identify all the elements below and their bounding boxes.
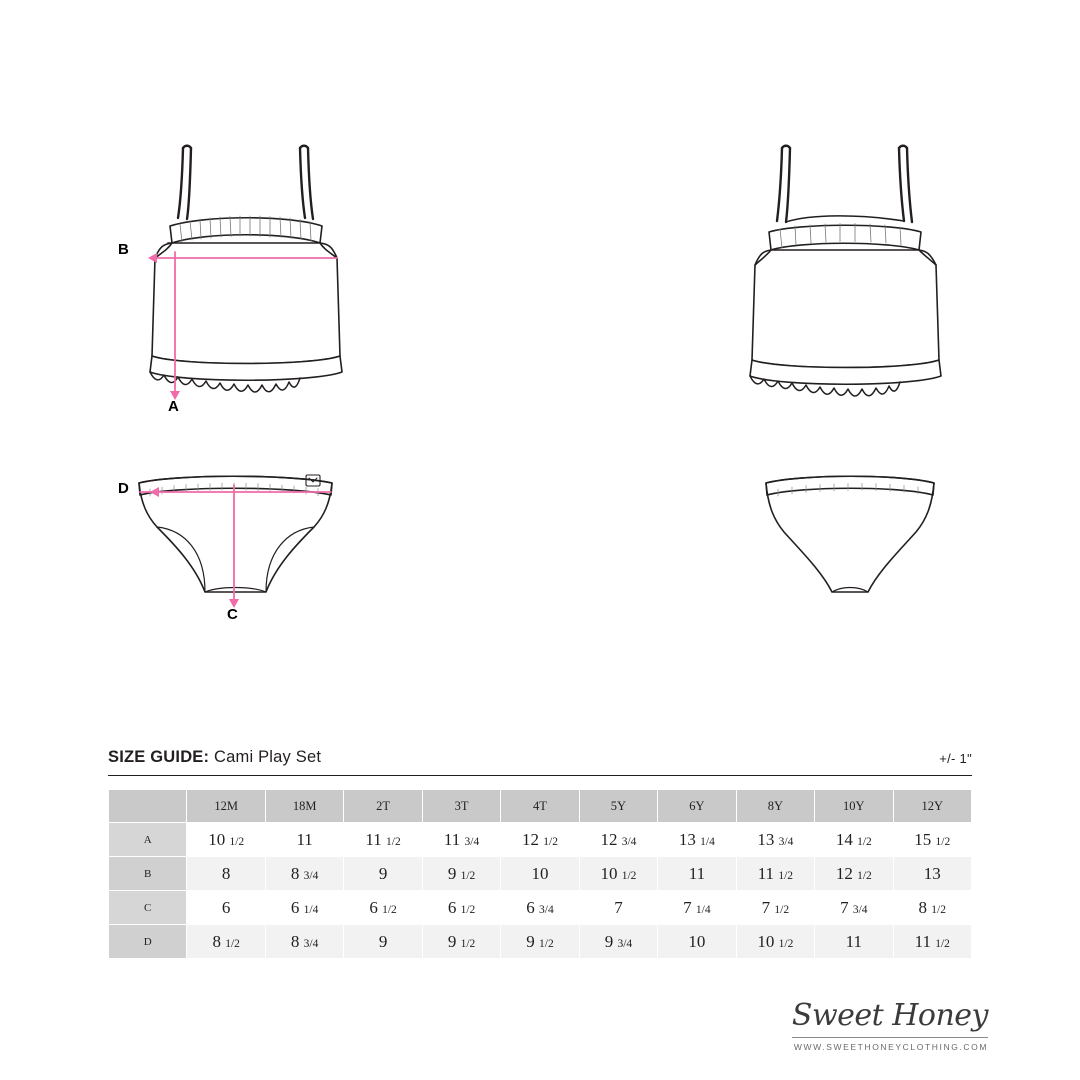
cell-d-12m: 8 1/2 — [187, 925, 265, 959]
brand-logo — [791, 998, 988, 1052]
cell-a-3t: 11 3/4 — [422, 823, 500, 857]
header-cell-8y: 8Y — [736, 790, 814, 823]
size-table-body — [109, 823, 972, 959]
size-guide-header — [108, 748, 972, 776]
cell-c-3t: 6 1/2 — [422, 891, 500, 925]
logo-divider — [792, 1037, 988, 1038]
cell-d-10y: 11 — [815, 925, 893, 959]
row-label-d: D — [109, 925, 187, 959]
size-guide-title — [108, 748, 321, 767]
brand-name: Sweet Honey — [791, 998, 988, 1033]
size-table-header-row — [109, 790, 972, 823]
header-cell-12m: 12M — [187, 790, 265, 823]
header-cell-18m: 18M — [265, 790, 343, 823]
header-cell-3t: 3T — [422, 790, 500, 823]
cell-d-4t: 9 1/2 — [501, 925, 579, 959]
measure-label-c: C — [227, 606, 239, 623]
cell-a-5y: 12 3/4 — [579, 823, 657, 857]
cell-c-18m: 6 1/4 — [265, 891, 343, 925]
size-table — [108, 789, 972, 959]
cell-d-2t: 9 — [344, 925, 422, 959]
table-row — [109, 891, 972, 925]
cell-b-6y: 11 — [658, 857, 736, 891]
cell-a-18m: 11 — [265, 823, 343, 857]
cell-a-10y: 14 1/2 — [815, 823, 893, 857]
header-cell-5y: 5Y — [579, 790, 657, 823]
row-label-b: B — [109, 857, 187, 891]
cell-a-2t: 11 1/2 — [344, 823, 422, 857]
header-cell-6y: 6Y — [658, 790, 736, 823]
cell-c-12y: 8 1/2 — [893, 891, 971, 925]
cell-b-5y: 10 1/2 — [579, 857, 657, 891]
cell-a-12m: 10 1/2 — [187, 823, 265, 857]
header-cell-corner — [109, 790, 187, 823]
cell-d-5y: 9 3/4 — [579, 925, 657, 959]
cell-b-12m: 8 — [187, 857, 265, 891]
cell-b-2t: 9 — [344, 857, 422, 891]
cell-c-12m: 6 — [187, 891, 265, 925]
size-table-head — [109, 790, 972, 823]
header-cell-2t: 2T — [344, 790, 422, 823]
cell-d-8y: 10 1/2 — [736, 925, 814, 959]
cell-b-12y: 13 — [893, 857, 971, 891]
header-cell-4t: 4T — [501, 790, 579, 823]
cell-b-10y: 12 1/2 — [815, 857, 893, 891]
measure-label-a: A — [168, 398, 180, 415]
cell-b-4t: 10 — [501, 857, 579, 891]
cell-a-4t: 12 1/2 — [501, 823, 579, 857]
cell-b-18m: 8 3/4 — [265, 857, 343, 891]
cell-a-6y: 13 1/4 — [658, 823, 736, 857]
cell-a-12y: 15 1/2 — [893, 823, 971, 857]
table-row — [109, 823, 972, 857]
brand-url: WWW.SWEETHONEYCLOTHING.COM — [793, 1042, 988, 1052]
cell-c-5y: 7 — [579, 891, 657, 925]
cell-d-18m: 8 3/4 — [265, 925, 343, 959]
cell-d-3t: 9 1/2 — [422, 925, 500, 959]
measure-label-d: D — [118, 480, 130, 497]
cell-c-8y: 7 1/2 — [736, 891, 814, 925]
header-cell-10y: 10Y — [815, 790, 893, 823]
cell-d-6y: 10 — [658, 925, 736, 959]
cell-c-4t: 6 3/4 — [501, 891, 579, 925]
cell-c-2t: 6 1/2 — [344, 891, 422, 925]
measure-label-b: B — [118, 241, 130, 258]
table-row — [109, 857, 972, 891]
cell-c-6y: 7 1/4 — [658, 891, 736, 925]
cell-a-8y: 13 3/4 — [736, 823, 814, 857]
header-cell-12y: 12Y — [893, 790, 971, 823]
table-row — [109, 925, 972, 959]
cell-b-3t: 9 1/2 — [422, 857, 500, 891]
cell-c-10y: 7 3/4 — [815, 891, 893, 925]
row-label-a: A — [109, 823, 187, 857]
cell-d-12y: 11 1/2 — [893, 925, 971, 959]
size-guide-product: Cami Play Set — [214, 748, 322, 766]
size-guide-label: SIZE GUIDE: — [108, 748, 210, 766]
row-label-c: C — [109, 891, 187, 925]
tolerance-note: +/- 1" — [939, 751, 972, 766]
cell-b-8y: 11 1/2 — [736, 857, 814, 891]
